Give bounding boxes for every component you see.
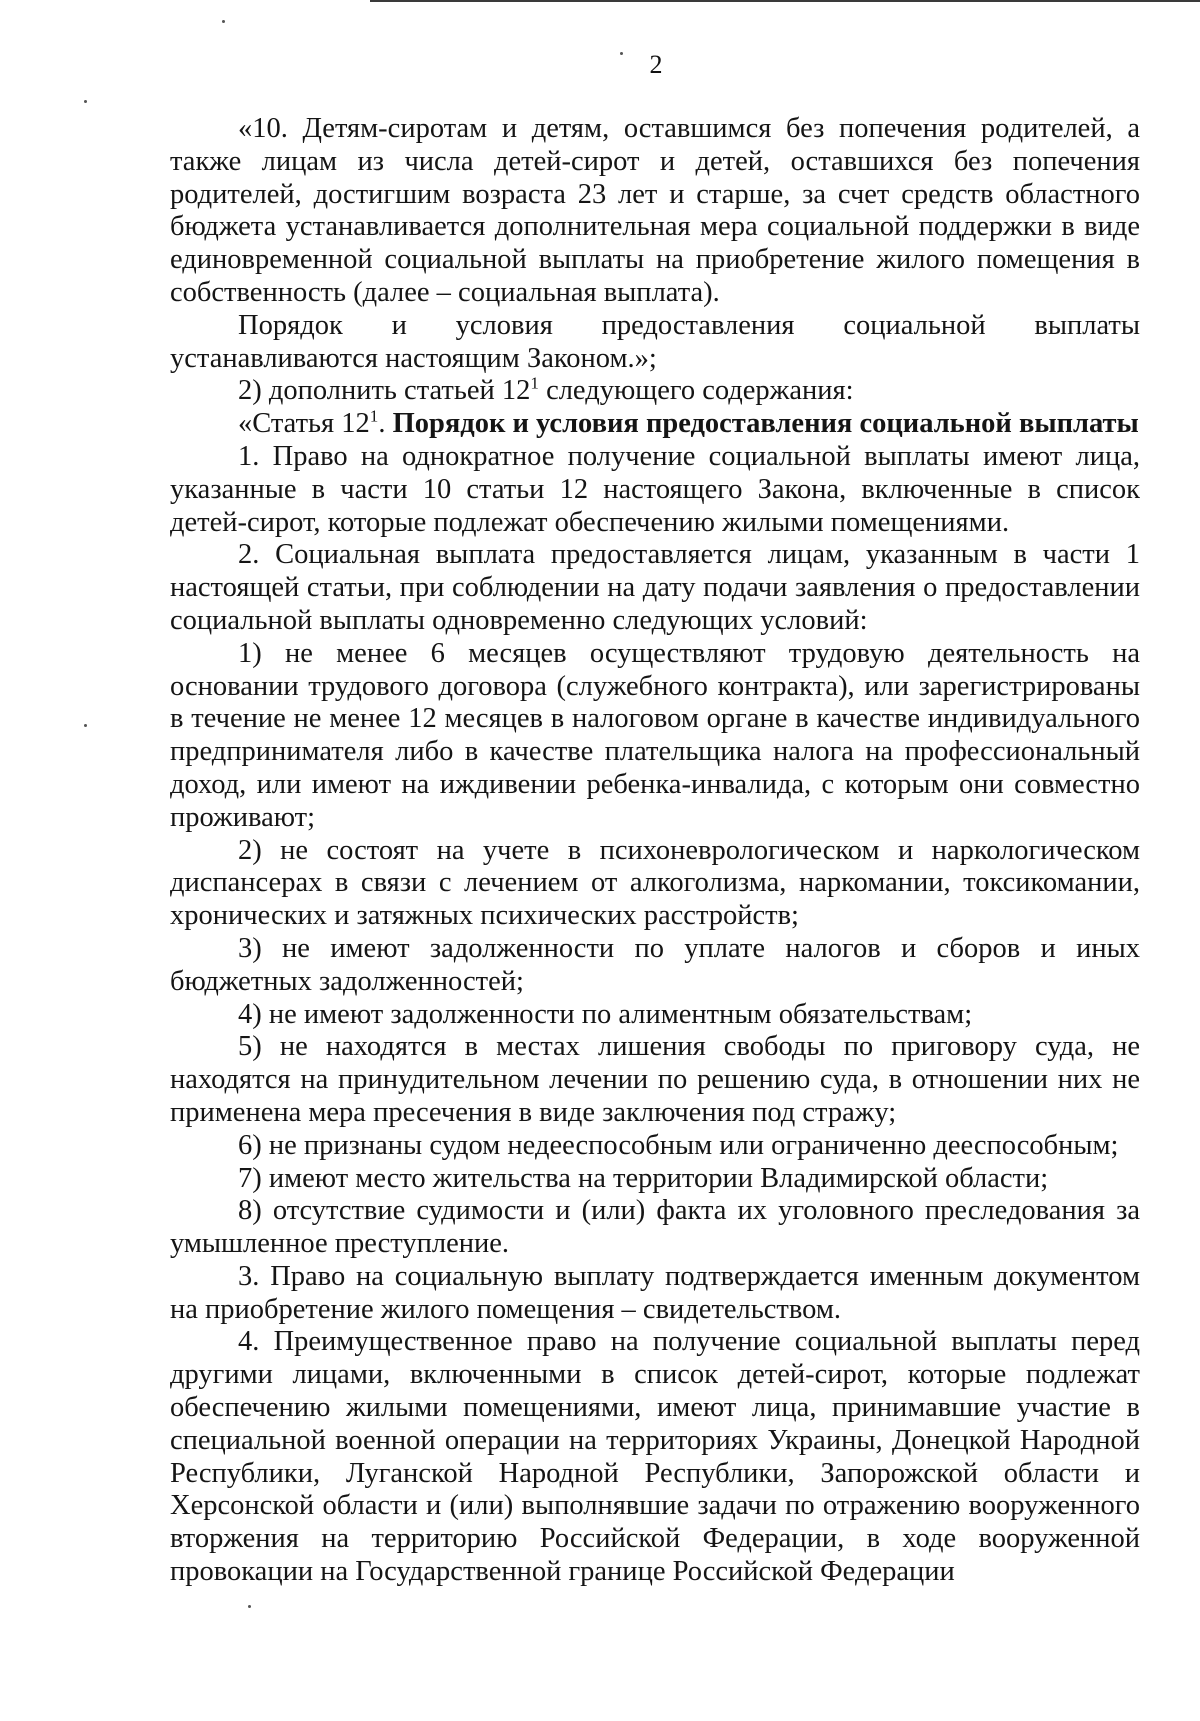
condition-6: 6) не признаны судом недееспособным или ограниченно дееспособным; [238, 1129, 1119, 1161]
paragraph-part-10: «10. Детям-сиротам и детям, оставшимся без попечения родителей, а также лицам из числа детей-сирот и детей, оставшихся без попечения родителей, достигшим возраста 23 лет и старше, за счет средств областного бюджета устанавливается дополнительная мера социальной поддержки в виде единовременной социальной выплаты на приобретение жилого помещения в собственность (далее – социальная выплата). [170, 113, 1140, 308]
paragraph-item-3: 3. Право на социальную выплату подтверждается именным документом на приобретение жилого помещения – свидетельством. [170, 1260, 1140, 1325]
article-label: «Статья 12 [238, 408, 370, 440]
amendment-text-end: следующего содержания: [538, 375, 854, 407]
scan-speck [84, 100, 87, 103]
article-title: Порядок и условия предоставления социальной выплаты [392, 408, 1139, 440]
page-top-rule [370, 0, 1200, 2]
amendment-text-start: 2) дополнить статьей 12 [238, 375, 531, 407]
superscript-1: 1 [530, 373, 539, 393]
article-superscript: 1 [369, 406, 379, 426]
article-dot: . [378, 408, 393, 440]
paragraph-item-4: 4. Преимущественное право на получение социальной выплаты перед другими лицами, включенными в список детей-сирот, которые подлежат обеспечению жилыми помещениями, имеют лица, принимавшие участие в специальной военной операции на территориях Украины, Донецкой Народной Республики, Луганской Народной Республики, Запорожской области и Херсонской области и (или) выполнявшие задачи по отражению вооруженного вторжения на территорию Российской Федерации, в ходе вооруженной провокации на Государственной границе Российской Федерации [170, 1326, 1140, 1588]
scan-speck [84, 724, 87, 727]
condition-8: 8) отсутствие судимости и (или) факта их уголовного преследования за умышленное преступление. [170, 1195, 1140, 1260]
condition-7: 7) имеют место жительства на территории Владимирской области; [238, 1162, 1049, 1194]
paragraph-amendment-2 [170, 375, 1140, 408]
condition-2: 2) не состоят на учете в психоневрологическом и наркологическом диспансерах в связи с лечением от алкоголизма, наркомании, токсикомании, хронических и затяжных психических расстройств; [170, 834, 1140, 932]
page-number: 2 [649, 50, 663, 79]
scan-speck [248, 1605, 251, 1608]
document-body [170, 113, 1140, 1589]
paragraph-item-1: 1. Право на однократное получение социальной выплаты имеют лица, указанные в части 10 статьи 12 настоящего Закона, включенные в список детей-сирот, которые подлежат обеспечению жилыми помещениями. [170, 440, 1140, 538]
condition-4: 4) не имеют задолженности по алиментным обязательствам; [238, 998, 973, 1030]
condition-1: 1) не менее 6 месяцев осуществляют трудовую деятельность на основании трудового договора (служебного контракта), или зарегистрированы в течение не менее 12 месяцев в налоговом органе в качестве индивидуального предпринимателя либо в качестве плательщика налога на профессиональный доход, или имеют на иждивении ребенка-инвалида, с которым они совместно проживают; [170, 637, 1140, 833]
article-heading [170, 408, 1140, 441]
paragraph-procedure: Порядок и условия предоставления социальной выплаты устанавливаются настоящим Законом.»; [170, 309, 1140, 374]
scan-speck [222, 20, 225, 23]
condition-5: 5) не находятся в местах лишения свободы по приговору суда, не находятся на принудительном лечении по решению суда, в отношении них не применена мера пресечения в виде заключения под стражу; [170, 1031, 1140, 1128]
condition-3: 3) не имеют задолженности по уплате налогов и сборов и иных бюджетных задолженностей; [170, 932, 1140, 997]
paragraph-item-2: 2. Социальная выплата предоставляется лицам, указанным в части 1 настоящей статьи, при соблюдении на дату подачи заявления о предоставлении социальной выплаты одновременно следующих условий: [170, 539, 1140, 636]
